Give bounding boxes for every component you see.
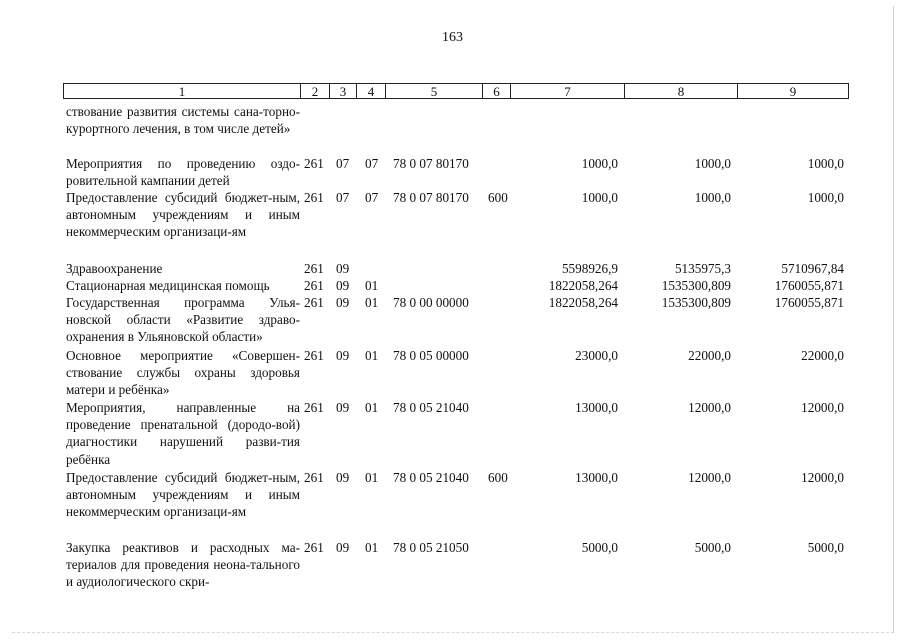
row-section: 09: [336, 261, 350, 276]
row-name: Предоставление субсидий бюджет-ным, автономным учреждениям и иным некоммерческим организаци-ям: [66, 470, 300, 520]
row-target-article: 78 0 00 00000: [393, 295, 469, 310]
row-value-9: 1000,0: [807, 156, 844, 171]
row-value-9: 12000,0: [801, 470, 844, 485]
row-admin-code: 261: [304, 470, 324, 485]
row-value-8: 5000,0: [694, 540, 731, 555]
row-target-article: 78 0 05 21050: [393, 540, 469, 555]
row-name: ствование развития системы сана-торно-курортного лечения, в том числе детей»: [66, 104, 300, 137]
row-value-8: 1000,0: [694, 190, 731, 205]
row-value-8: 12000,0: [688, 470, 731, 485]
row-admin-code: 261: [304, 400, 324, 415]
header-col-4: 4: [356, 83, 385, 99]
row-value-7: 13000,0: [575, 470, 618, 485]
row-admin-code: 261: [304, 261, 324, 276]
page-number: 163: [442, 30, 463, 45]
row-subsection: 01: [365, 470, 379, 485]
row-target-article: 78 0 05 00000: [393, 348, 469, 363]
header-col-2: 2: [300, 83, 329, 99]
row-value-7: 1822058,264: [548, 278, 618, 293]
row-value-9: 1760055,871: [774, 295, 844, 310]
row-section: 09: [336, 295, 350, 310]
row-target-article: 78 0 05 21040: [393, 400, 469, 415]
row-admin-code: 261: [304, 348, 324, 363]
row-value-7: 1000,0: [581, 156, 618, 171]
row-value-7: 1822058,264: [548, 295, 618, 310]
row-subsection: 07: [365, 190, 379, 205]
row-value-7: 5000,0: [581, 540, 618, 555]
row-section: 09: [336, 348, 350, 363]
row-section: 09: [336, 400, 350, 415]
header-col-8: 8: [624, 83, 737, 99]
row-admin-code: 261: [304, 156, 324, 171]
row-name: Мероприятия, направленные на проведение пренатальной (дородо-вой) диагностики нарушений разви-тия ребёнка: [66, 400, 300, 467]
row-subsection: 01: [365, 348, 379, 363]
row-value-7: 1000,0: [581, 190, 618, 205]
row-name: Основное мероприятие «Совершен-ствование службы охраны здоровья матери и ребёнка»: [66, 348, 300, 398]
row-section: 09: [336, 540, 350, 555]
header-col-1: 1: [63, 83, 300, 99]
row-expense-type: 600: [488, 190, 508, 205]
row-target-article: 78 0 05 21040: [393, 470, 469, 485]
header-col-3: 3: [329, 83, 356, 99]
row-value-8: 1535300,809: [661, 295, 731, 310]
row-section: 09: [336, 470, 350, 485]
row-value-9: 22000,0: [801, 348, 844, 363]
row-value-8: 22000,0: [688, 348, 731, 363]
row-value-8: 12000,0: [688, 400, 731, 415]
row-target-article: 78 0 07 80170: [393, 156, 469, 171]
row-value-8: 5135975,3: [674, 261, 731, 276]
header-col-6: 6: [482, 83, 510, 99]
row-value-7: 5598926,9: [561, 261, 618, 276]
row-subsection: 01: [365, 400, 379, 415]
row-name: Мероприятия по проведению оздо-ровительной кампании детей: [66, 156, 300, 189]
row-value-9: 12000,0: [801, 400, 844, 415]
row-expense-type: 600: [488, 470, 508, 485]
row-subsection: 07: [365, 156, 379, 171]
row-subsection: 01: [365, 540, 379, 555]
row-admin-code: 261: [304, 190, 324, 205]
row-value-9: 5710967,84: [781, 261, 844, 276]
row-section: 07: [336, 190, 350, 205]
row-value-8: 1535300,809: [661, 278, 731, 293]
row-admin-code: 261: [304, 278, 324, 293]
row-subsection: 01: [365, 278, 379, 293]
row-subsection: 01: [365, 295, 379, 310]
header-col-7: 7: [510, 83, 624, 99]
row-section: 07: [336, 156, 350, 171]
row-value-7: 13000,0: [575, 400, 618, 415]
row-name: Государственная программа Улья-новской области «Развитие здраво-охранения в Ульяновской области»: [66, 295, 300, 345]
row-section: 09: [336, 278, 350, 293]
row-admin-code: 261: [304, 295, 324, 310]
row-value-9: 5000,0: [807, 540, 844, 555]
row-admin-code: 261: [304, 540, 324, 555]
header-col-5: 5: [385, 83, 482, 99]
row-value-7: 23000,0: [575, 348, 618, 363]
row-target-article: 78 0 07 80170: [393, 190, 469, 205]
row-value-9: 1760055,871: [774, 278, 844, 293]
row-name: Здравоохранение: [66, 261, 163, 276]
row-value-9: 1000,0: [807, 190, 844, 205]
row-name: Стационарная медицинская помощь: [66, 278, 270, 293]
row-value-8: 1000,0: [694, 156, 731, 171]
row-name: Предоставление субсидий бюджет-ным, автономным учреждениям и иным некоммерческим организаци-ям: [66, 190, 300, 240]
table-header: [63, 83, 849, 100]
row-name: Закупка реактивов и расходных ма-териалов для проведения неона-тального и аудиологического скри-: [66, 540, 300, 590]
header-col-9: 9: [737, 83, 849, 99]
